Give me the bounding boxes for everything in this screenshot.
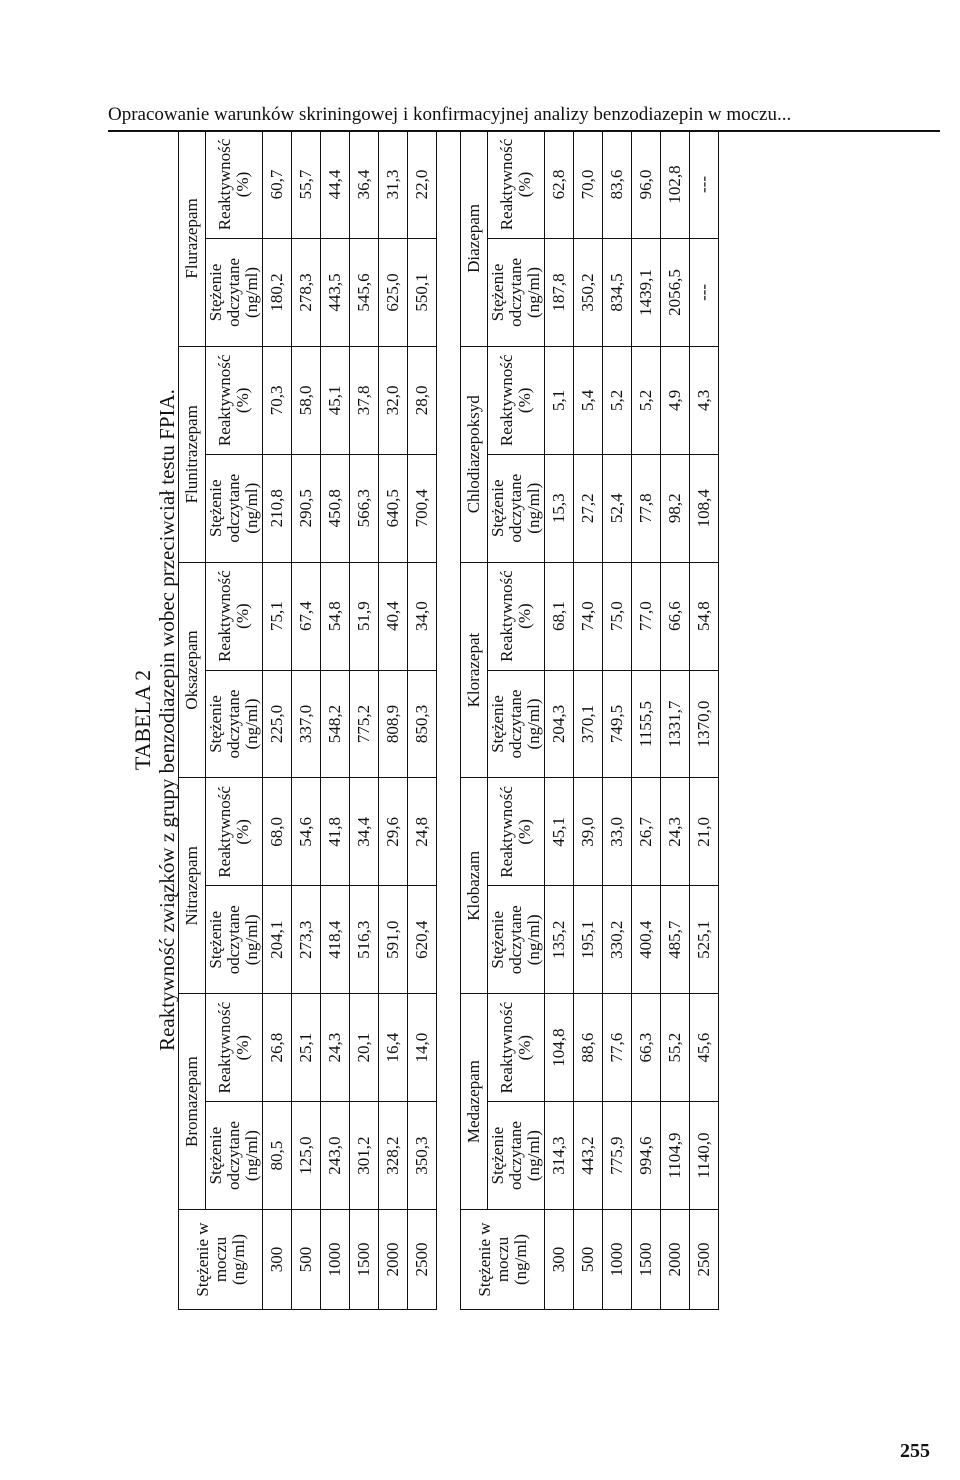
urine-concentration-cell: 1500 [632, 1210, 661, 1310]
value-cell: 5,4 [574, 346, 603, 454]
value-cell: 525,1 [690, 886, 719, 994]
measured-concentration-header: Stężenie odczytane (ng/ml) [206, 1102, 263, 1210]
reactivity-header: Reaktywność (%) [206, 562, 263, 670]
value-cell: 278,3 [292, 238, 321, 346]
value-cell: 243,0 [321, 1102, 350, 1210]
value-cell: 66,3 [632, 994, 661, 1102]
value-cell: 290,5 [292, 454, 321, 562]
reactivity-header: Reaktywność (%) [488, 346, 545, 454]
measured-concentration-header: Stężenie odczytane (ng/ml) [488, 238, 545, 346]
table-row [603, 131, 632, 1310]
table-row [321, 131, 350, 1310]
value-cell: 54,8 [690, 562, 719, 670]
value-cell: 96,0 [632, 131, 661, 239]
value-cell: 16,4 [379, 994, 408, 1102]
table-label: TABELA 2 [130, 669, 155, 771]
value-cell: 77,8 [632, 454, 661, 562]
urine-concentration-cell: 2500 [690, 1210, 719, 1310]
value-cell: 566,3 [350, 454, 379, 562]
measured-concentration-header: Stężenie odczytane (ng/ml) [488, 886, 545, 994]
value-cell: 625,0 [379, 238, 408, 346]
value-cell: 29,6 [379, 778, 408, 886]
urine-concentration-cell: 500 [574, 1210, 603, 1310]
value-cell: --- [690, 238, 719, 346]
urine-concentration-cell: 300 [545, 1210, 574, 1310]
value-cell: 31,3 [379, 131, 408, 239]
reactivity-header: Reaktywność (%) [206, 778, 263, 886]
table-row [350, 131, 379, 1310]
value-cell: 33,0 [603, 778, 632, 886]
value-cell: 1104,9 [661, 1102, 690, 1210]
value-cell: 273,3 [292, 886, 321, 994]
value-cell: 591,0 [379, 886, 408, 994]
value-cell: 52,4 [603, 454, 632, 562]
value-cell: 55,7 [292, 131, 321, 239]
value-cell: 1370,0 [690, 670, 719, 778]
compound-header: Bromazepam [179, 994, 206, 1210]
value-cell: 545,6 [350, 238, 379, 346]
value-cell: 5,2 [603, 346, 632, 454]
compound-header: Klorazepat [461, 562, 488, 778]
measured-concentration-header: Stężenie odczytane (ng/ml) [206, 238, 263, 346]
table-row [661, 131, 690, 1310]
value-cell: 1155,5 [632, 670, 661, 778]
table-row [690, 131, 719, 1310]
value-cell: 210,8 [263, 454, 292, 562]
value-cell: 26,7 [632, 778, 661, 886]
value-cell: 337,0 [292, 670, 321, 778]
value-cell: 1331,7 [661, 670, 690, 778]
value-cell: 27,2 [574, 454, 603, 562]
value-cell: 14,0 [408, 994, 437, 1102]
value-cell: 54,6 [292, 778, 321, 886]
compound-header: Klobazam [461, 778, 488, 994]
value-cell: 450,8 [321, 454, 350, 562]
value-cell: 808,9 [379, 670, 408, 778]
measured-concentration-header: Stężenie odczytane (ng/ml) [488, 1102, 545, 1210]
compound-header: Nitrazepam [179, 778, 206, 994]
value-cell: 548,2 [321, 670, 350, 778]
value-cell: 74,0 [574, 562, 603, 670]
value-cell: 330,2 [603, 886, 632, 994]
reactivity-header: Reaktywność (%) [488, 131, 545, 239]
value-cell: 98,2 [661, 454, 690, 562]
value-cell: 24,3 [321, 994, 350, 1102]
value-cell: 700,4 [408, 454, 437, 562]
value-cell: 68,0 [263, 778, 292, 886]
table-row [545, 131, 574, 1310]
value-cell: 51,9 [350, 562, 379, 670]
value-cell: 67,4 [292, 562, 321, 670]
value-cell: 54,8 [321, 562, 350, 670]
value-cell: 36,4 [350, 131, 379, 239]
measured-concentration-header: Stężenie odczytane (ng/ml) [206, 454, 263, 562]
urine-concentration-cell: 1000 [321, 1210, 350, 1310]
compound-header: Oksazepam [179, 562, 206, 778]
value-cell: 22,0 [408, 131, 437, 239]
value-cell: 25,1 [292, 994, 321, 1102]
value-cell: 75,1 [263, 562, 292, 670]
value-cell: 485,7 [661, 886, 690, 994]
value-cell: 1439,1 [632, 238, 661, 346]
value-cell: 68,1 [545, 562, 574, 670]
urine-concentration-header: Stężenie w moczu (ng/ml) [179, 1210, 263, 1310]
compound-header: Diazepam [461, 131, 488, 347]
table-row [263, 131, 292, 1310]
value-cell: 4,9 [661, 346, 690, 454]
compound-header: Chlodiazepoksyd [461, 346, 488, 562]
value-cell: 55,2 [661, 994, 690, 1102]
value-cell: 443,5 [321, 238, 350, 346]
value-cell: 60,7 [263, 131, 292, 239]
value-cell: --- [690, 131, 719, 239]
value-cell: 314,3 [545, 1102, 574, 1210]
value-cell: 34,0 [408, 562, 437, 670]
value-cell: 40,4 [379, 562, 408, 670]
value-cell: 180,2 [263, 238, 292, 346]
value-cell: 34,4 [350, 778, 379, 886]
value-cell: 516,3 [350, 886, 379, 994]
urine-concentration-cell: 1500 [350, 1210, 379, 1310]
value-cell: 24,3 [661, 778, 690, 886]
compound-header: Medazepam [461, 994, 488, 1210]
measured-concentration-header: Stężenie odczytane (ng/ml) [488, 670, 545, 778]
value-cell: 418,4 [321, 886, 350, 994]
value-cell: 32,0 [379, 346, 408, 454]
value-cell: 58,0 [292, 346, 321, 454]
value-cell: 1140,0 [690, 1102, 719, 1210]
value-cell: 70,0 [574, 131, 603, 239]
value-cell: 225,0 [263, 670, 292, 778]
value-cell: 70,3 [263, 346, 292, 454]
table-row [408, 131, 437, 1310]
reactivity-header: Reaktywność (%) [206, 131, 263, 239]
table-caption [130, 130, 180, 1310]
value-cell: 328,2 [379, 1102, 408, 1210]
value-cell: 62,8 [545, 131, 574, 239]
value-cell: 45,1 [545, 778, 574, 886]
value-cell: 15,3 [545, 454, 574, 562]
value-cell: 301,2 [350, 1102, 379, 1210]
urine-concentration-cell: 2000 [379, 1210, 408, 1310]
value-cell: 350,3 [408, 1102, 437, 1210]
value-cell: 195,1 [574, 886, 603, 994]
value-cell: 45,1 [321, 346, 350, 454]
urine-concentration-cell: 2000 [661, 1210, 690, 1310]
page-number: 255 [900, 1440, 930, 1462]
reactivity-header: Reaktywność (%) [488, 994, 545, 1102]
table-1-body [263, 131, 437, 1310]
value-cell: 77,0 [632, 562, 661, 670]
urine-concentration-cell: 300 [263, 1210, 292, 1310]
value-cell: 204,1 [263, 886, 292, 994]
value-cell: 104,8 [545, 994, 574, 1102]
value-cell: 2056,5 [661, 238, 690, 346]
reactivity-table-2 [460, 130, 719, 1310]
reactivity-table-1 [178, 130, 437, 1310]
value-cell: 20,1 [350, 994, 379, 1102]
urine-concentration-cell: 2500 [408, 1210, 437, 1310]
value-cell: 75,0 [603, 562, 632, 670]
value-cell: 640,5 [379, 454, 408, 562]
value-cell: 80,5 [263, 1102, 292, 1210]
table-1-sub-header [206, 131, 263, 1310]
value-cell: 994,6 [632, 1102, 661, 1210]
value-cell: 66,6 [661, 562, 690, 670]
value-cell: 88,6 [574, 994, 603, 1102]
value-cell: 41,8 [321, 778, 350, 886]
value-cell: 749,5 [603, 670, 632, 778]
table-row [292, 131, 321, 1310]
running-header: Opracowanie warunków skriningowej i konfirmacyjnej analizy benzodiazepin w moczu... [108, 104, 792, 125]
value-cell: 775,9 [603, 1102, 632, 1210]
compound-header: Flurazepam [179, 131, 206, 347]
value-cell: 204,3 [545, 670, 574, 778]
rotated-table-sheet [130, 130, 750, 1310]
value-cell: 28,0 [408, 346, 437, 454]
reactivity-header: Reaktywność (%) [206, 994, 263, 1102]
value-cell: 108,4 [690, 454, 719, 562]
table-row [379, 131, 408, 1310]
value-cell: 370,1 [574, 670, 603, 778]
value-cell: 400,4 [632, 886, 661, 994]
value-cell: 135,2 [545, 886, 574, 994]
table-1-group-header [179, 131, 206, 1310]
reactivity-header: Reaktywność (%) [206, 346, 263, 454]
reactivity-header: Reaktywność (%) [488, 562, 545, 670]
value-cell: 4,3 [690, 346, 719, 454]
urine-concentration-cell: 1000 [603, 1210, 632, 1310]
urine-concentration-header: Stężenie w moczu (ng/ml) [461, 1210, 545, 1310]
value-cell: 187,8 [545, 238, 574, 346]
value-cell: 39,0 [574, 778, 603, 886]
table-2-sub-header [488, 131, 545, 1310]
value-cell: 26,8 [263, 994, 292, 1102]
measured-concentration-header: Stężenie odczytane (ng/ml) [488, 454, 545, 562]
value-cell: 550,1 [408, 238, 437, 346]
value-cell: 77,6 [603, 994, 632, 1102]
measured-concentration-header: Stężenie odczytane (ng/ml) [206, 670, 263, 778]
reactivity-header: Reaktywność (%) [488, 778, 545, 886]
value-cell: 125,0 [292, 1102, 321, 1210]
value-cell: 37,8 [350, 346, 379, 454]
measured-concentration-header: Stężenie odczytane (ng/ml) [206, 886, 263, 994]
table-2-group-header [461, 131, 488, 1310]
value-cell: 102,8 [661, 131, 690, 239]
urine-concentration-cell: 500 [292, 1210, 321, 1310]
value-cell: 44,4 [321, 131, 350, 239]
value-cell: 350,2 [574, 238, 603, 346]
value-cell: 834,5 [603, 238, 632, 346]
value-cell: 443,2 [574, 1102, 603, 1210]
value-cell: 5,2 [632, 346, 661, 454]
table-title: Reaktywność związków z grupy benzodiazepin wobec przeciwciał testu FPIA. [155, 389, 179, 1051]
value-cell: 775,2 [350, 670, 379, 778]
value-cell: 5,1 [545, 346, 574, 454]
table-row [632, 131, 661, 1310]
value-cell: 45,6 [690, 994, 719, 1102]
table-row [574, 131, 603, 1310]
value-cell: 850,3 [408, 670, 437, 778]
value-cell: 24,8 [408, 778, 437, 886]
value-cell: 620,4 [408, 886, 437, 994]
value-cell: 83,6 [603, 131, 632, 239]
compound-header: Flunitrazepam [179, 346, 206, 562]
table-2-body [545, 131, 719, 1310]
value-cell: 21,0 [690, 778, 719, 886]
